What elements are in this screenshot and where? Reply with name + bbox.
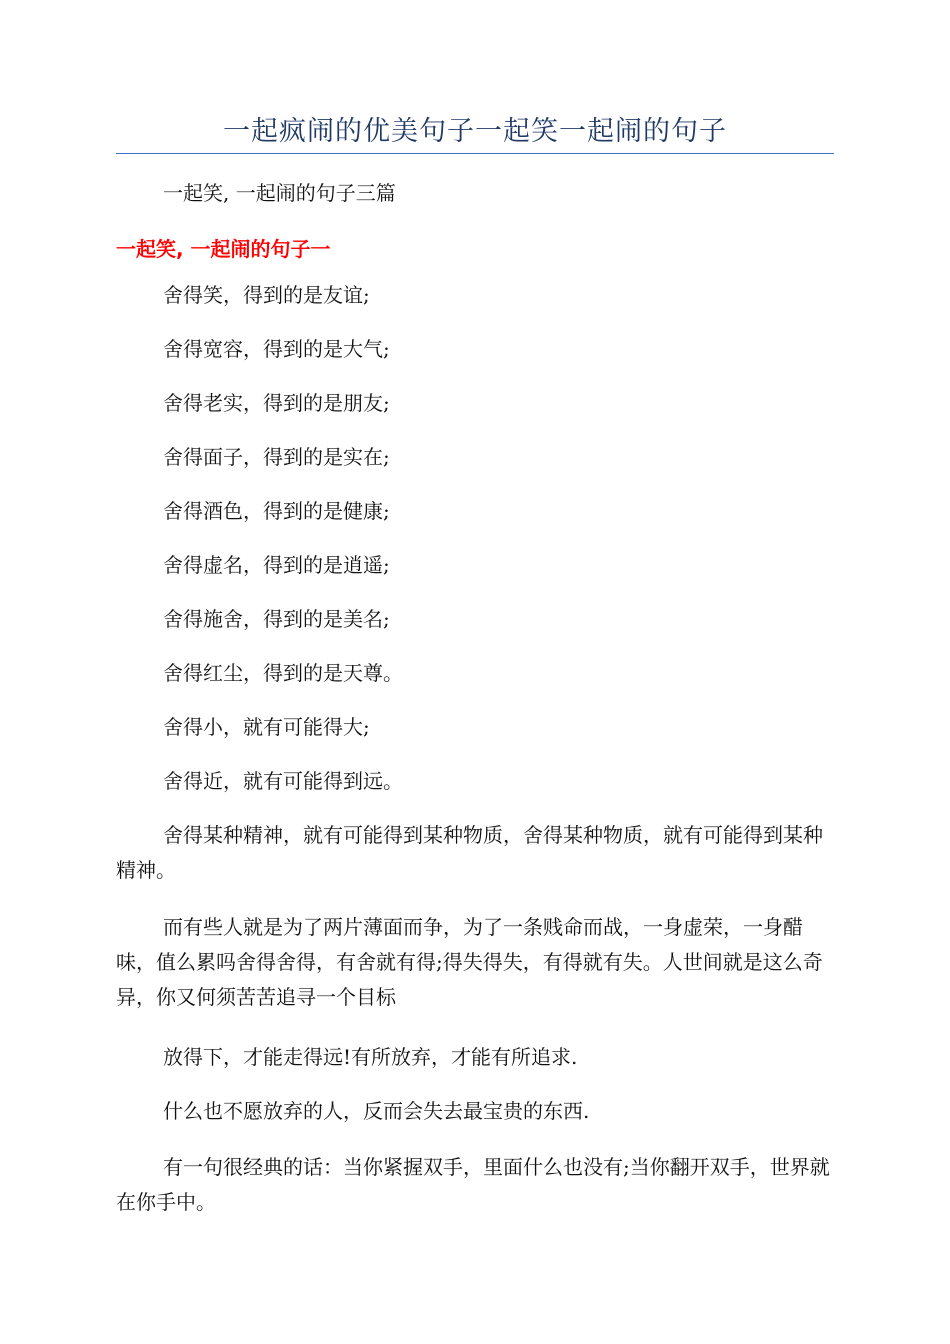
paragraph-5: 舍得酒色，得到的是健康; [163,499,390,523]
title-underline [116,153,834,154]
paragraph-11: 舍得某种精神，就有可能得到某种物质，舍得某种物质，就有可能得到某种精神。 [116,823,823,882]
document-title: 一起疯闹的优美句子一起笑一起闹的句子 [223,116,727,147]
paragraph-9: 舍得小，就有可能得大; [163,715,370,739]
paragraph-8: 舍得红尘，得到的是天尊。 [163,661,403,685]
section-heading: 一起笑, 一起闹的句子一 [116,237,331,261]
paragraph-12: 而有些人就是为了两片薄面而争，为了一条贱命而战，一身虚荣，一身醋味，值么累吗舍得舍得，有舍就有得;得失得失，有得就有失。人世间就是这么奇异，你又何须苦苦追寻一个目标 [116,915,823,1009]
paragraph-2: 舍得宽容，得到的是大气; [163,337,390,361]
paragraph-15: 有一句很经典的话：当你紧握双手，里面什么也没有;当你翻开双手，世界就在你手中。 [116,1155,830,1214]
paragraph-13: 放得下，才能走得远!有所放弃，才能有所追求. [163,1045,578,1069]
paragraph-10: 舍得近，就有可能得到远。 [163,769,403,793]
paragraph-6: 舍得虚名，得到的是逍遥; [163,553,390,577]
paragraph-14: 什么也不愿放弃的人，反而会失去最宝贵的东西. [163,1099,590,1123]
intro-paragraph: 一起笑, 一起闹的句子三篇 [163,181,396,205]
paragraph-7: 舍得施舍，得到的是美名; [163,607,390,631]
paragraph-3: 舍得老实，得到的是朋友; [163,391,390,415]
paragraph-1: 舍得笑，得到的是友谊; [163,283,370,307]
paragraph-4: 舍得面子，得到的是实在; [163,445,390,469]
